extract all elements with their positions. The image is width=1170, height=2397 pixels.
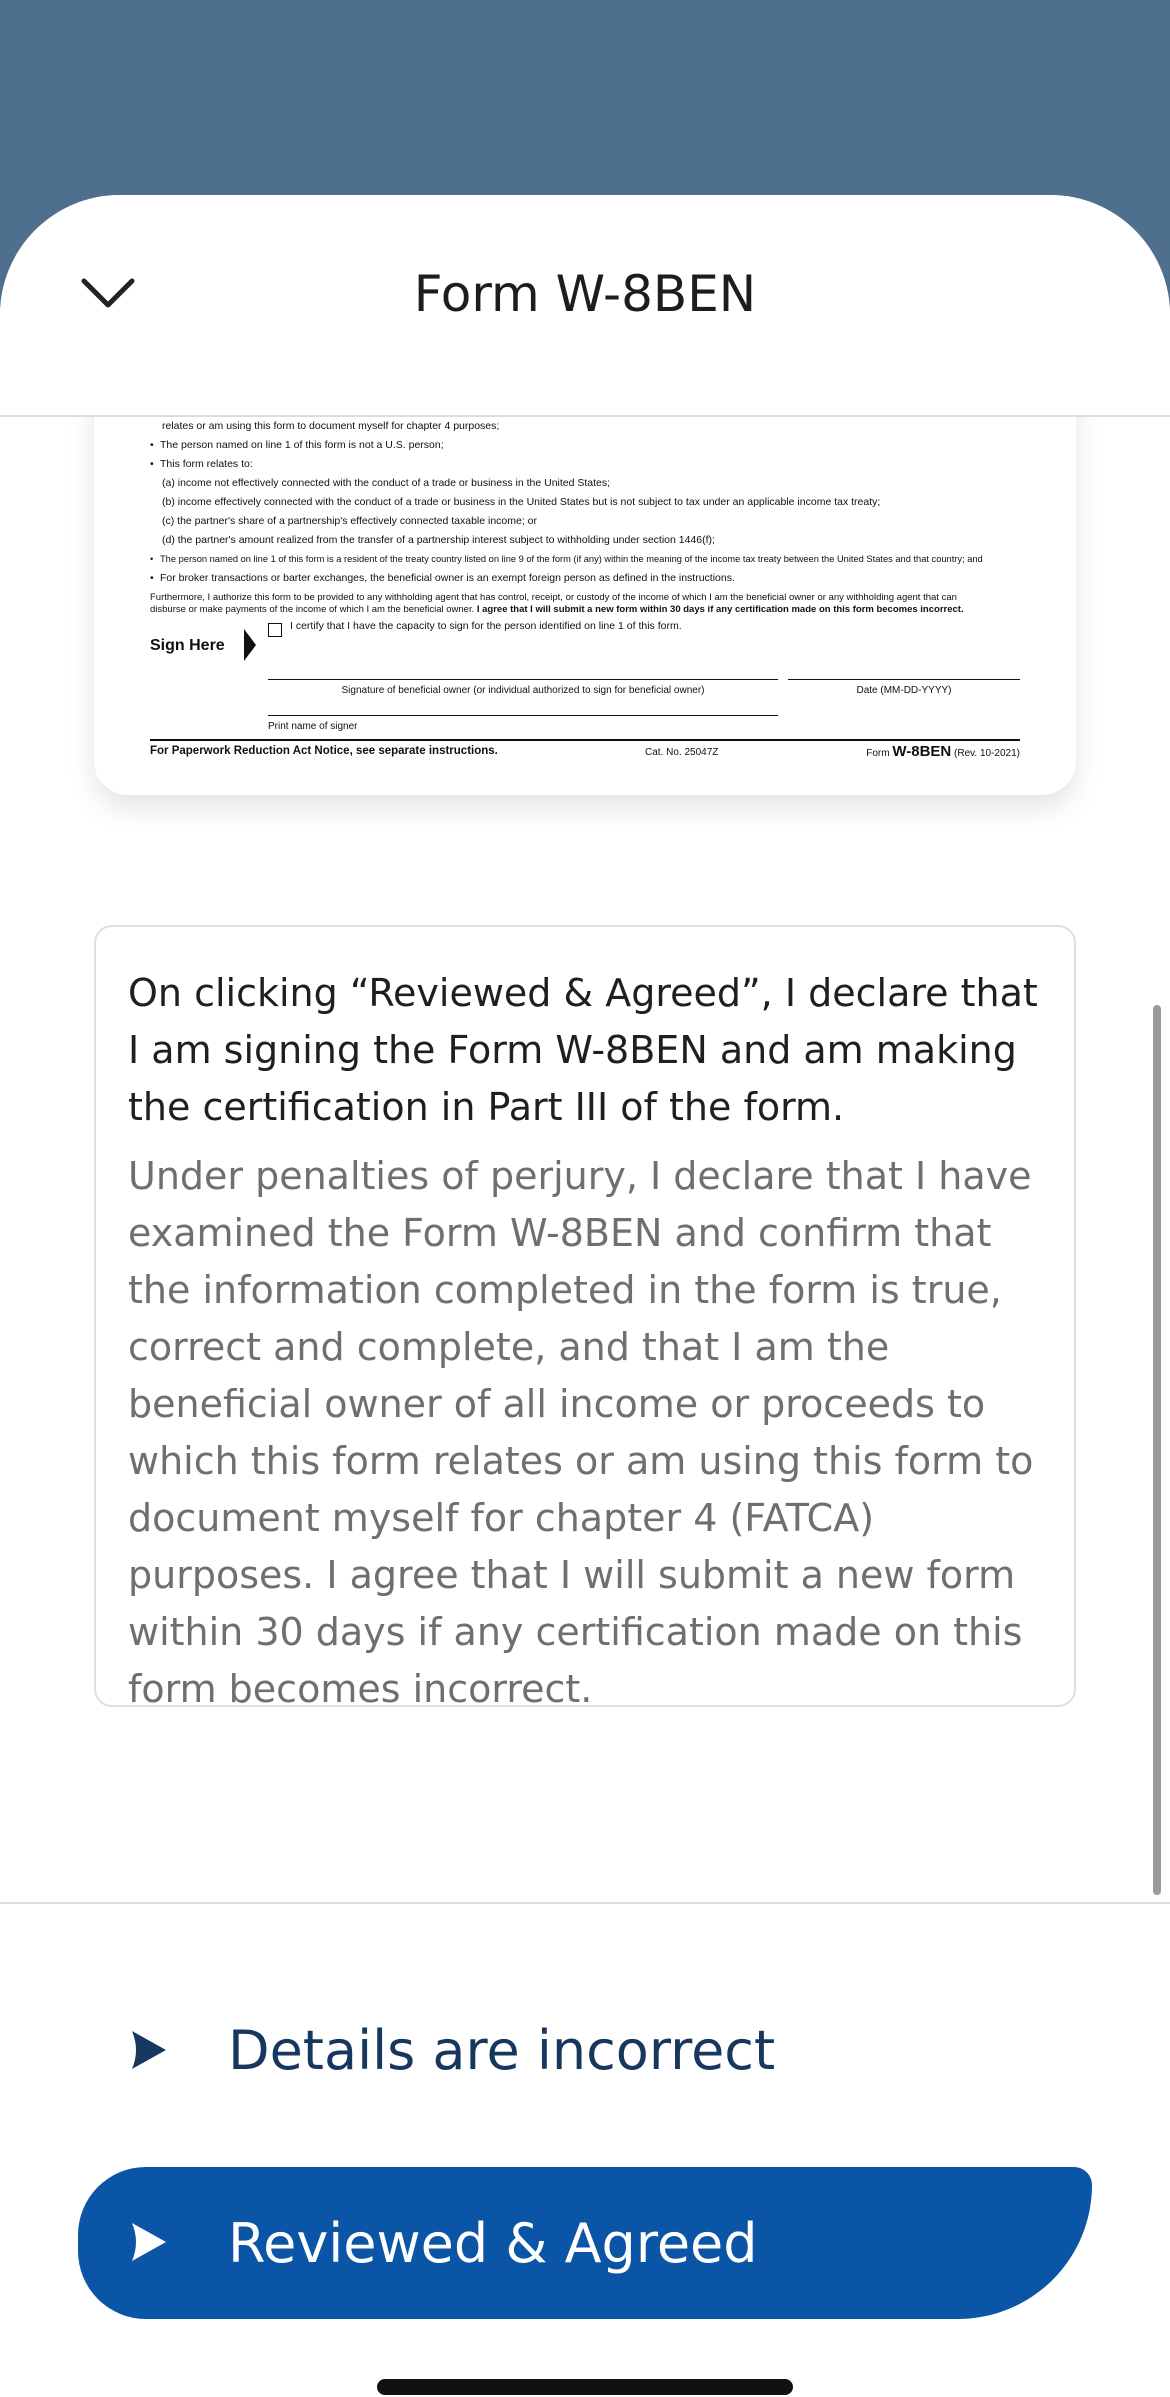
sign-section bbox=[150, 615, 1020, 765]
form-line: (b) income effectively connected with the conduct of a trade or business in the United States but is not subject to tax under an applicable income tax treaty; bbox=[162, 496, 881, 508]
sign-arrow-icon bbox=[244, 629, 256, 661]
actions-divider bbox=[0, 1902, 1170, 1904]
print-name-label: Print name of signer bbox=[268, 721, 358, 732]
date-label: Date (MM-DD-YYYY) bbox=[856, 685, 952, 696]
declaration-main-text: On clicking “Reviewed & Agreed”, I declare that I am signing the Form W-8BEN and am making the certification in Part III of the form. bbox=[128, 971, 1038, 1129]
reviewed-agreed-label: Reviewed & Agreed bbox=[228, 2211, 758, 2275]
paperwork-notice: For Paperwork Reduction Act Notice, see separate instructions. bbox=[150, 745, 498, 757]
form-preview[interactable] bbox=[94, 375, 1076, 795]
details-incorrect-button[interactable] bbox=[78, 1985, 798, 2115]
signature-label: Signature of beneficial owner (or individual authorized to sign for beneficial owner) bbox=[341, 685, 705, 696]
form-line: • For broker transactions or barter exchanges, the beneficial owner is an exempt foreign person as defined in the instructions. bbox=[150, 572, 735, 584]
form-line: • The person named on line 1 of this form is not a U.S. person; bbox=[150, 439, 444, 451]
form-line: (d) the partner's amount realized from the transfer of a partnership interest subject to withholding under section 1446(f); bbox=[162, 534, 715, 546]
certify-checkbox bbox=[268, 623, 282, 637]
form-line: • The person named on line 1 of this form is a resident of the treaty country listed on line 9 of the form (if any) within the meaning of the income tax treaty between the United States and that country; and bbox=[150, 554, 983, 564]
declaration-perjury-text: Under penalties of perjury, I declare that I have examined the Form W-8BEN and confirm that the information completed in the form is true, correct and complete, and that I am the beneficial owner of all income or proceeds to which this form relates or am using this form to document myself for chapter 4 (FATCA) purposes. I agree that I will submit a new form within 30 days if any certification made on this form becomes incorrect. bbox=[128, 1154, 1034, 1711]
bottom-sheet bbox=[0, 195, 1170, 2397]
form-line: Furthermore, I authorize this form to be provided to any withholding agent that has control, receipt, or custody of the income of which I am the beneficial owner or any withholding agent that can bbox=[150, 592, 957, 603]
sheet-header bbox=[0, 195, 1170, 417]
home-indicator bbox=[377, 2379, 793, 2395]
declaration-box bbox=[94, 925, 1076, 1711]
reviewed-agreed-button[interactable] bbox=[78, 2167, 1092, 2319]
certify-text: I certify that I have the capacity to sign for the person identified on line 1 of this form. bbox=[290, 620, 682, 632]
form-line: disburse or make payments of the income of which I am the beneficial owner. I agree that I will submit a new form within 30 days if any certification made on this form becomes incorrect. bbox=[150, 604, 964, 615]
details-incorrect-label: Details are incorrect bbox=[228, 2018, 776, 2082]
play-arrow-icon bbox=[126, 2219, 170, 2265]
page-title: Form W-8BEN bbox=[413, 265, 757, 323]
form-line: (a) income not effectively connected with the conduct of a trade or business in the United States; bbox=[162, 477, 611, 489]
print-name-line bbox=[268, 715, 778, 716]
catalog-number: Cat. No. 25047Z bbox=[645, 747, 719, 758]
form-line: • This form relates to: bbox=[150, 458, 253, 470]
form-line: relates or am using this form to document myself for chapter 4 purposes; bbox=[162, 420, 500, 432]
date-line bbox=[788, 679, 1020, 680]
form-text bbox=[150, 417, 1020, 616]
footer-divider bbox=[150, 739, 1020, 741]
form-revision: Form W-8BEN (Rev. 10-2021) bbox=[866, 743, 1020, 760]
signature-line bbox=[268, 679, 778, 680]
play-arrow-icon bbox=[126, 2027, 170, 2073]
form-line: (c) the partner's share of a partnership's effectively connected taxable income; or bbox=[162, 515, 538, 527]
sign-here-label: Sign Here bbox=[150, 637, 225, 654]
scrollbar[interactable] bbox=[1153, 1005, 1161, 1895]
